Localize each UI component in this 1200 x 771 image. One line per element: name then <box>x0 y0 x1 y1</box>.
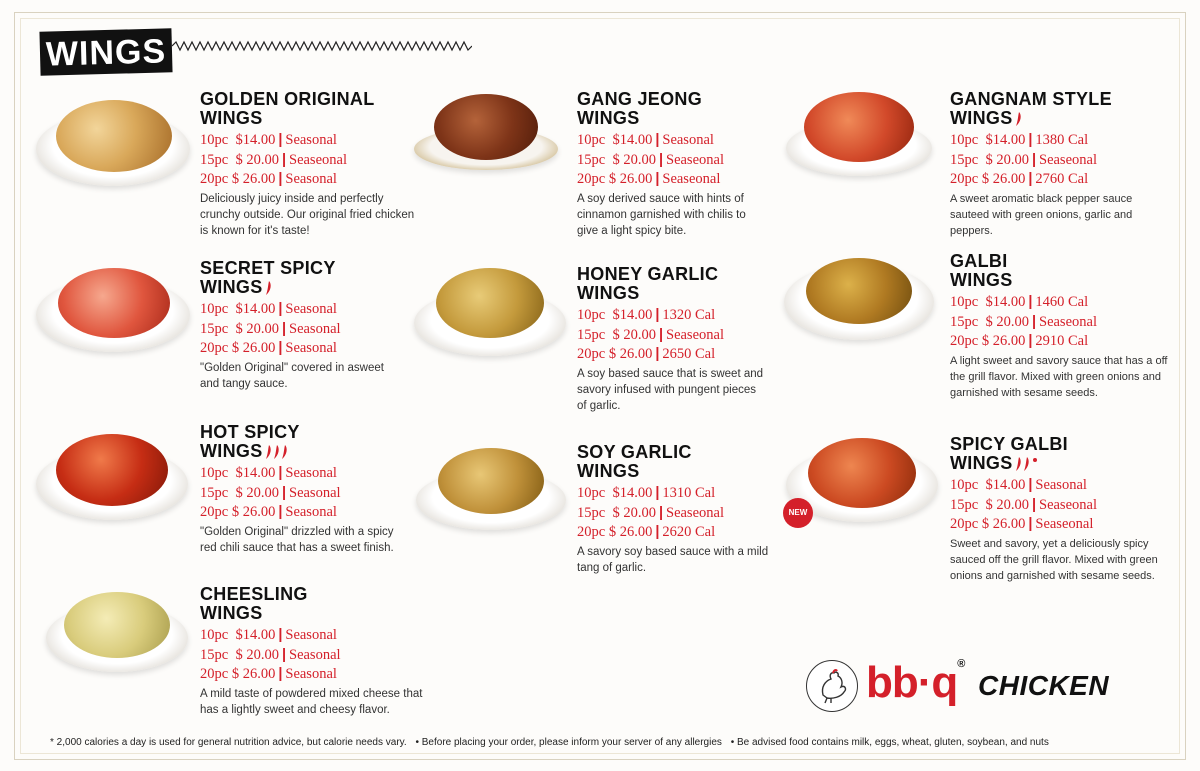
chili-pepper-icon <box>1015 456 1039 472</box>
gangnam-style-plate-image <box>786 120 932 176</box>
price-row: 20pc $ 26.00 | 2910 Cal <box>950 333 1089 349</box>
honey-garlic-food <box>436 268 544 338</box>
calorie-note: * 2,000 calories a day is used for general nutrition advice, but calorie needs vary. <box>50 737 407 748</box>
soy-garlic-plate-image <box>416 470 566 530</box>
price-row: 10pc $14.00 | Seasonal <box>200 465 337 481</box>
price-row: 10pc $14.00 | Seasonal <box>200 627 337 643</box>
item-title: SECRET SPICY WINGS <box>200 258 336 297</box>
item-title: CHEESLING WINGS <box>200 584 308 623</box>
item-description: A soy derived sauce with hints of cinnamon garnished with chilis to give a light spicy bite. <box>577 192 746 237</box>
item-description: A mild taste of powdered mixed cheese that has a lightly sweet and cheesy flavor. <box>200 687 423 716</box>
secret-spicy-food <box>58 268 170 338</box>
price-row: 15pc $ 20.00 | Seaseonal <box>577 151 724 168</box>
price-row: 15pc $ 20.00 | Seaseonal <box>950 496 1097 513</box>
price-row: 10pc $14.00 | Seasonal <box>200 132 337 148</box>
price-row: 15pc $ 20.00 | Seasonal <box>200 484 341 501</box>
price-row: 15pc $ 20.00 | Seasonal <box>200 320 341 337</box>
golden-original-plate-image <box>36 112 190 186</box>
item-description: "Golden Original" drizzled with a spicy red chili sauce that has a sweet finish. <box>200 525 394 554</box>
price-row: 15pc $ 20.00 | Seaseonal <box>200 151 347 168</box>
price-row: 10pc $14.00 | 1380 Cal <box>950 132 1089 148</box>
item-title: GOLDEN ORIGINAL WINGS <box>200 89 375 128</box>
item-description: A soy based sauce that is sweet and savory infused with pungent pieces of garlic. <box>577 367 764 412</box>
price-row: 15pc $ 20.00 | Seaseonal <box>577 504 724 521</box>
price-row: 15pc $ 20.00 | Seaseonal <box>950 151 1097 168</box>
allergy-note: • Before placing your order, please inform your server of any allergies <box>415 737 722 748</box>
hot-spicy-plate-image <box>36 448 188 520</box>
item-title: SPICY GALBI WINGS <box>950 434 1068 473</box>
menu-item-cheesling <box>200 585 425 718</box>
item-title: HONEY GARLIC WINGS <box>577 264 719 303</box>
menu-item-gang-jeong <box>577 90 777 239</box>
menu-item-honey-garlic <box>577 265 777 414</box>
price-row: 10pc $14.00 | Seasonal <box>950 477 1087 493</box>
price-row: 20pc $ 26.00 | 2650 Cal <box>577 346 716 362</box>
item-title: GANG JEONG WINGS <box>577 89 703 128</box>
item-title: GALBI WINGS <box>950 251 1013 290</box>
spicy-galbi-food <box>808 438 916 508</box>
footer-notes <box>50 737 1160 748</box>
rooster-icon <box>806 660 858 712</box>
menu-item-gangnam-style <box>950 90 1170 239</box>
item-title: HOT SPICY WINGS <box>200 422 300 461</box>
gang-jeong-food <box>434 94 538 160</box>
honey-garlic-plate-image <box>414 290 566 356</box>
price-row: 20pc $ 26.00 | Seasonal <box>200 340 337 356</box>
secret-spicy-plate-image <box>36 278 190 352</box>
item-description: Deliciously juicy inside and perfectly crunchy outside. Our original fried chicken is known for it's taste! <box>200 192 415 237</box>
galbi-plate-image <box>784 264 934 340</box>
menu-item-golden-original <box>200 90 415 239</box>
item-title: GANGNAM STYLE WINGS <box>950 89 1112 128</box>
golden-original-food <box>56 100 172 172</box>
gang-jeong-plate-image <box>414 128 558 170</box>
item-description: Sweet and savory, yet a deliciously spicy sauced off the grill flavor. Mixed with green onions and garnished with sesame seeds. <box>950 537 1158 582</box>
item-description: A savory soy based sauce with a mild tang of garlic. <box>577 545 769 574</box>
allergen-list-note: • Be advised food contains milk, eggs, wheat, gluten, soybean, and nuts <box>730 737 1049 748</box>
logo-bbq-wordmark: bb·q® <box>866 658 965 707</box>
price-row: 20pc $ 26.00 | Seasonal <box>200 666 337 682</box>
galbi-food <box>806 258 912 324</box>
price-row: 10pc $14.00 | 1460 Cal <box>950 294 1089 310</box>
chili-pepper-icon <box>265 444 289 460</box>
menu-item-hot-spicy <box>200 423 415 556</box>
gangnam-style-food <box>804 92 914 162</box>
hot-spicy-food <box>56 434 168 506</box>
logo-chicken-wordmark: CHICKEN <box>978 670 1110 701</box>
chili-pepper-icon <box>265 280 273 296</box>
menu-item-galbi <box>950 252 1170 401</box>
bbq-chicken-logo <box>806 658 1166 714</box>
price-row: 10pc $14.00 | Seasonal <box>200 301 337 317</box>
cheesling-food <box>64 592 170 658</box>
chili-pepper-icon <box>1015 111 1023 127</box>
price-row: 10pc $14.00 | 1320 Cal <box>577 307 716 323</box>
item-description: A sweet aromatic black pepper sauce sauteed with green onions, garlic and peppers. <box>950 192 1133 237</box>
section-title: WINGS <box>45 32 167 74</box>
section-banner <box>39 28 172 75</box>
price-row: 20pc $ 26.00 | 2620 Cal <box>577 524 716 540</box>
price-row: 20pc $ 26.00 | 2760 Cal <box>950 171 1089 187</box>
price-row: 20pc $ 26.00 | Seasonal <box>200 171 337 187</box>
price-row: 15pc $ 20.00 | Seasonal <box>200 646 341 663</box>
menu-item-spicy-galbi <box>950 435 1175 584</box>
price-row: 20pc $ 26.00 | Seasonal <box>200 504 337 520</box>
item-description: "Golden Original" covered in asweet and tangy sauce. <box>200 361 384 390</box>
soy-garlic-food <box>438 448 544 514</box>
price-row: 15pc $ 20.00 | Seaseonal <box>950 313 1097 330</box>
price-row: 20pc $ 26.00 | Seaseonal <box>950 516 1094 532</box>
price-row: 20pc $ 26.00 | Seaseonal <box>577 171 721 187</box>
cheesling-plate-image <box>46 604 188 672</box>
price-row: 10pc $14.00 | Seasonal <box>577 132 714 148</box>
new-badge: NEW <box>783 498 813 528</box>
zigzag-divider <box>172 40 472 52</box>
item-title: SOY GARLIC WINGS <box>577 442 692 481</box>
price-row: 15pc $ 20.00 | Seaseonal <box>577 326 724 343</box>
menu-item-soy-garlic <box>577 443 777 576</box>
item-description: A light sweet and savory sauce that has a off the grill flavor. Mixed with green onions and garnished with sesame seeds. <box>950 354 1168 399</box>
price-row: 10pc $14.00 | 1310 Cal <box>577 485 716 501</box>
menu-item-secret-spicy <box>200 259 415 392</box>
